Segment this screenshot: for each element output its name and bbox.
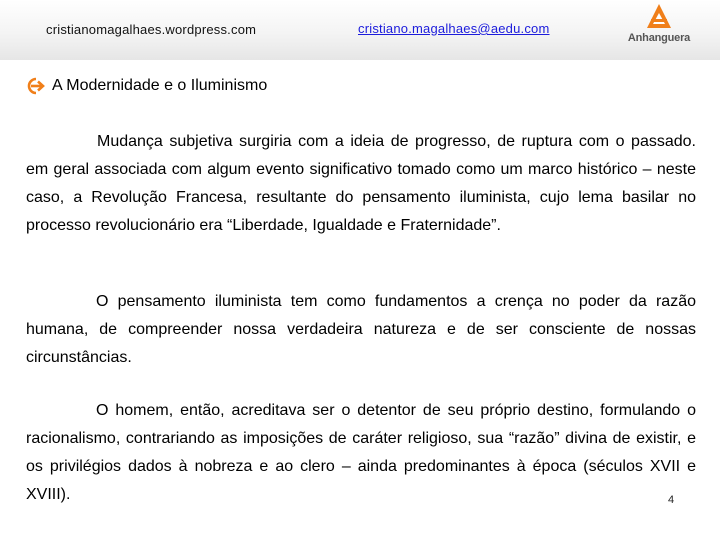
circled-arrow-icon bbox=[26, 77, 46, 95]
email-link[interactable]: cristiano.magalhaes@aedu.com bbox=[358, 21, 550, 36]
paragraph-1: Mudança subjetiva surgiria com a ideia de progresso, de ruptura com o passado. em geral associada com algum evento significativo tomado como um marco histórico – neste caso, a Revolução Francesa, resultante do pensamento iluminista, cujo lema basilar no processo revolucionário era “Liberdade, Igualdade e Fraternidade”. bbox=[26, 133, 696, 234]
section-title: A Modernidade e o Iluminismo bbox=[52, 77, 268, 94]
site-url[interactable]: cristianomagalhaes.wordpress.com bbox=[46, 22, 257, 37]
section-heading bbox=[26, 76, 267, 96]
logo-triangle-icon bbox=[647, 4, 671, 30]
page-number: 4 bbox=[668, 494, 675, 506]
logo-text: Anhanguera bbox=[627, 32, 691, 44]
paragraph-3: O homem, então, acreditava ser o detentor de seu próprio destino, formulando o racionalismo, contrariando as imposições de caráter religioso, sua “razão” divina de existir, e os privilégios dados à nobreza e ao clero – ainda predominantes à época (séculos XVII e XVIII). bbox=[26, 402, 696, 503]
slide-header bbox=[0, 0, 720, 60]
anhanguera-logo bbox=[624, 4, 694, 46]
paragraph-2: O pensamento iluminista tem como fundamentos a crença no poder da razão humana, de compreender nossa verdadeira natureza e de ser consciente de nossas circunstâncias. bbox=[26, 293, 696, 366]
